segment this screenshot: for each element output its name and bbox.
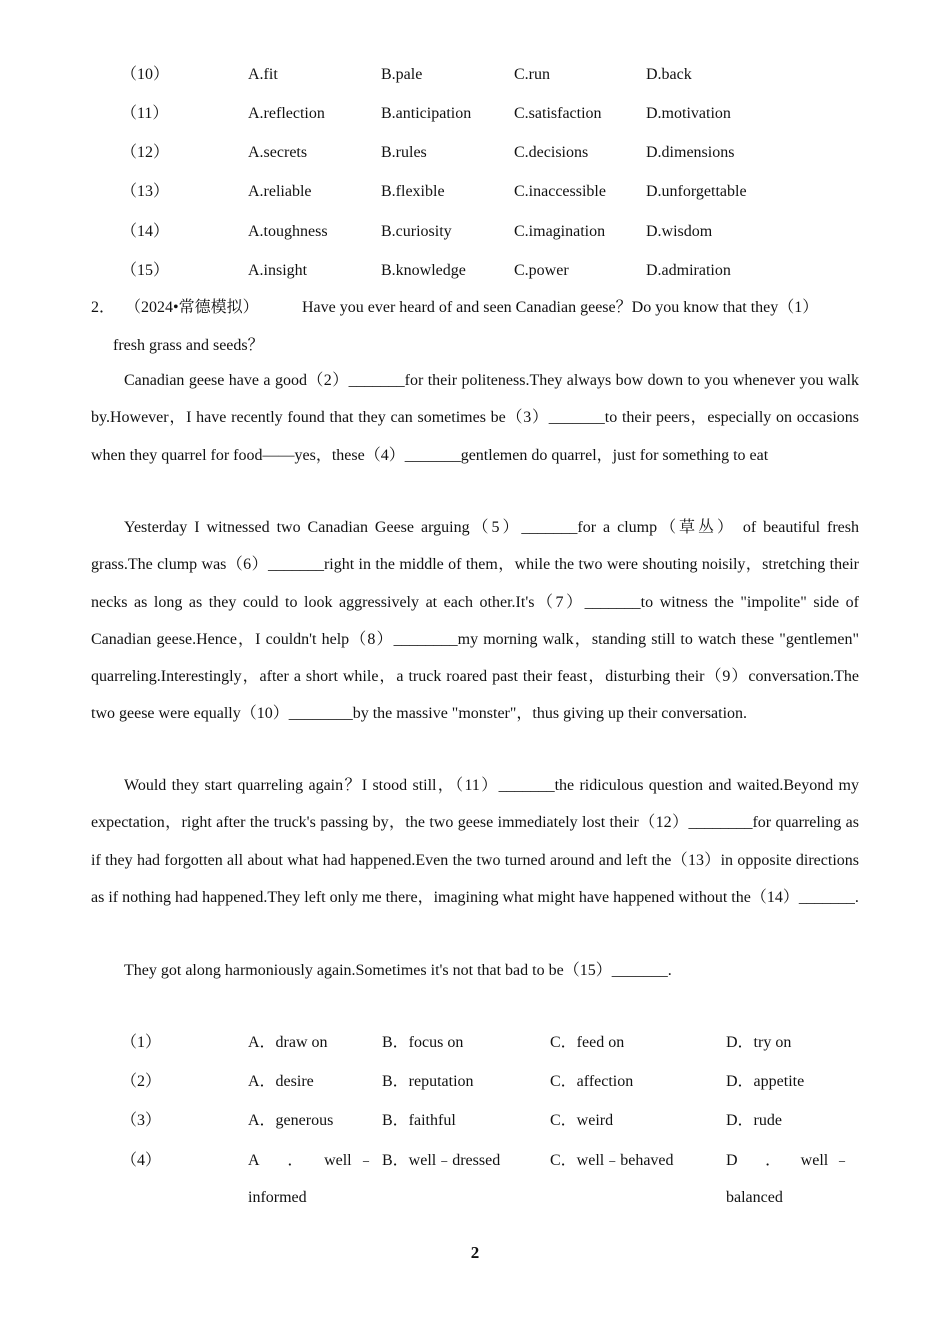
option-b: B.flexible: [381, 183, 445, 200]
option-number: （11）: [121, 105, 169, 122]
option-b: B.pale: [381, 66, 423, 83]
option-row: [0, 221, 950, 243]
option-a: A.toughness: [248, 223, 328, 240]
option-number: （1）: [121, 1034, 162, 1051]
option-d-line1: D ． well﹣: [726, 1152, 850, 1169]
page-number: 2: [470, 1243, 480, 1262]
question-number: 2．: [91, 299, 116, 316]
option-number: （13）: [121, 183, 170, 200]
option-d: D．appetite: [726, 1073, 805, 1090]
question-intro-continued: fresh grass and seeds？: [113, 337, 264, 354]
option-b: B.rules: [381, 144, 427, 161]
option-number: （14）: [121, 223, 170, 240]
option-b: B．faithful: [382, 1112, 456, 1129]
option-c: C．weird: [550, 1112, 614, 1129]
option-number: （3）: [121, 1112, 162, 1129]
option-d-line2: balanced: [726, 1189, 783, 1206]
option-d: D.wisdom: [646, 223, 713, 240]
option-row: [0, 1110, 950, 1132]
option-b: B.curiosity: [381, 223, 452, 240]
passage-paragraph: Yesterday I witnessed two Canadian Geese arguing（5）_______for a clump（草丛） of beautiful fresh grass.The clump was（6）_______right in the middle of them，while the two were shouting noisily，stretching their necks as long as they could to look aggressively at each other.It's（7）_______to witness the "impolite" side of Canadian geese.Hence，I couldn't help（8）________my morning walk，standing still to watch these "gentlemen" quarreling.Interestingly，after a short while，a truck roared past their feast，disturbing their（9）conversation.The two geese were equally（10）________by the massive "monster"，thus giving up their conversation.: [91, 519, 859, 723]
option-row: [0, 64, 950, 86]
option-d: D.admiration: [646, 262, 731, 279]
option-a-line2: informed: [248, 1189, 307, 1206]
option-c: C.inaccessible: [514, 183, 606, 200]
option-c: C.imagination: [514, 223, 606, 240]
option-number: （15）: [121, 262, 170, 279]
option-c: C．affection: [550, 1073, 634, 1090]
option-a-line1: A ． well﹣: [248, 1152, 374, 1169]
option-number: （12）: [121, 144, 170, 161]
passage-paragraph: Canadian geese have a good（2）_______for their politeness.They always bow down to you whenever you walk by.However，I have recently found that they can sometimes be（3）_______to their peers，especially on occasions when they quarrel for food——yes，these（4）_______gentlemen do quarrel，just for something to eat: [91, 372, 859, 464]
option-row: [0, 181, 950, 203]
option-c: C.power: [514, 262, 569, 279]
option-a: A.secrets: [248, 144, 308, 161]
option-c: C．feed on: [550, 1034, 625, 1051]
option-number: （10）: [121, 66, 170, 83]
option-number: （2）: [121, 1073, 162, 1090]
passage-paragraph: Would they start quarreling again？I stood still，（11）_______the ridiculous question and waited.Beyond my expectation，right after the truck's passing by，the two geese immediately lost their（12）________for quarreling as if they had forgotten all about what had happened.Even the two turned around and left the（13）in opposite directions as if nothing had happened.They left only me there，imagining what might have happened without the（14）_______.: [91, 777, 860, 906]
option-d: D.dimensions: [646, 144, 735, 161]
option-a: A．draw on: [248, 1034, 328, 1051]
question-intro: Have you ever heard of and seen Canadian geese？Do you know that they（1）: [302, 299, 819, 316]
option-b: B．well﹣dressed: [382, 1152, 501, 1169]
option-a: A.insight: [248, 262, 308, 279]
option-row: [0, 103, 950, 125]
option-c: C．well﹣behaved: [550, 1152, 674, 1169]
option-b: B．focus on: [382, 1034, 464, 1051]
option-d: D．try on: [726, 1034, 792, 1051]
option-a: A.reliable: [248, 183, 312, 200]
option-c: C.satisfaction: [514, 105, 602, 122]
option-row: [0, 1071, 950, 1093]
option-row: [0, 260, 950, 282]
option-a: A．generous: [248, 1112, 334, 1129]
option-a: A.fit: [248, 66, 278, 83]
option-b: B.anticipation: [381, 105, 472, 122]
option-row: [0, 142, 950, 164]
option-b: B.knowledge: [381, 262, 466, 279]
option-d: D.unforgettable: [646, 183, 747, 200]
option-d: D.back: [646, 66, 692, 83]
option-row: [0, 1032, 950, 1054]
option-a: A.reflection: [248, 105, 325, 122]
question-source: （2024•常德模拟）: [125, 299, 259, 316]
option-b: B．reputation: [382, 1073, 474, 1090]
option-c: C.decisions: [514, 144, 589, 161]
option-a: A．desire: [248, 1073, 314, 1090]
option-c: C.run: [514, 66, 550, 83]
option-number: （4）: [121, 1152, 162, 1169]
option-d: D.motivation: [646, 105, 731, 122]
passage-paragraph: They got along harmoniously again.Sometimes it's not that bad to be（15）_______.: [124, 962, 672, 979]
option-d: D．rude: [726, 1112, 782, 1129]
